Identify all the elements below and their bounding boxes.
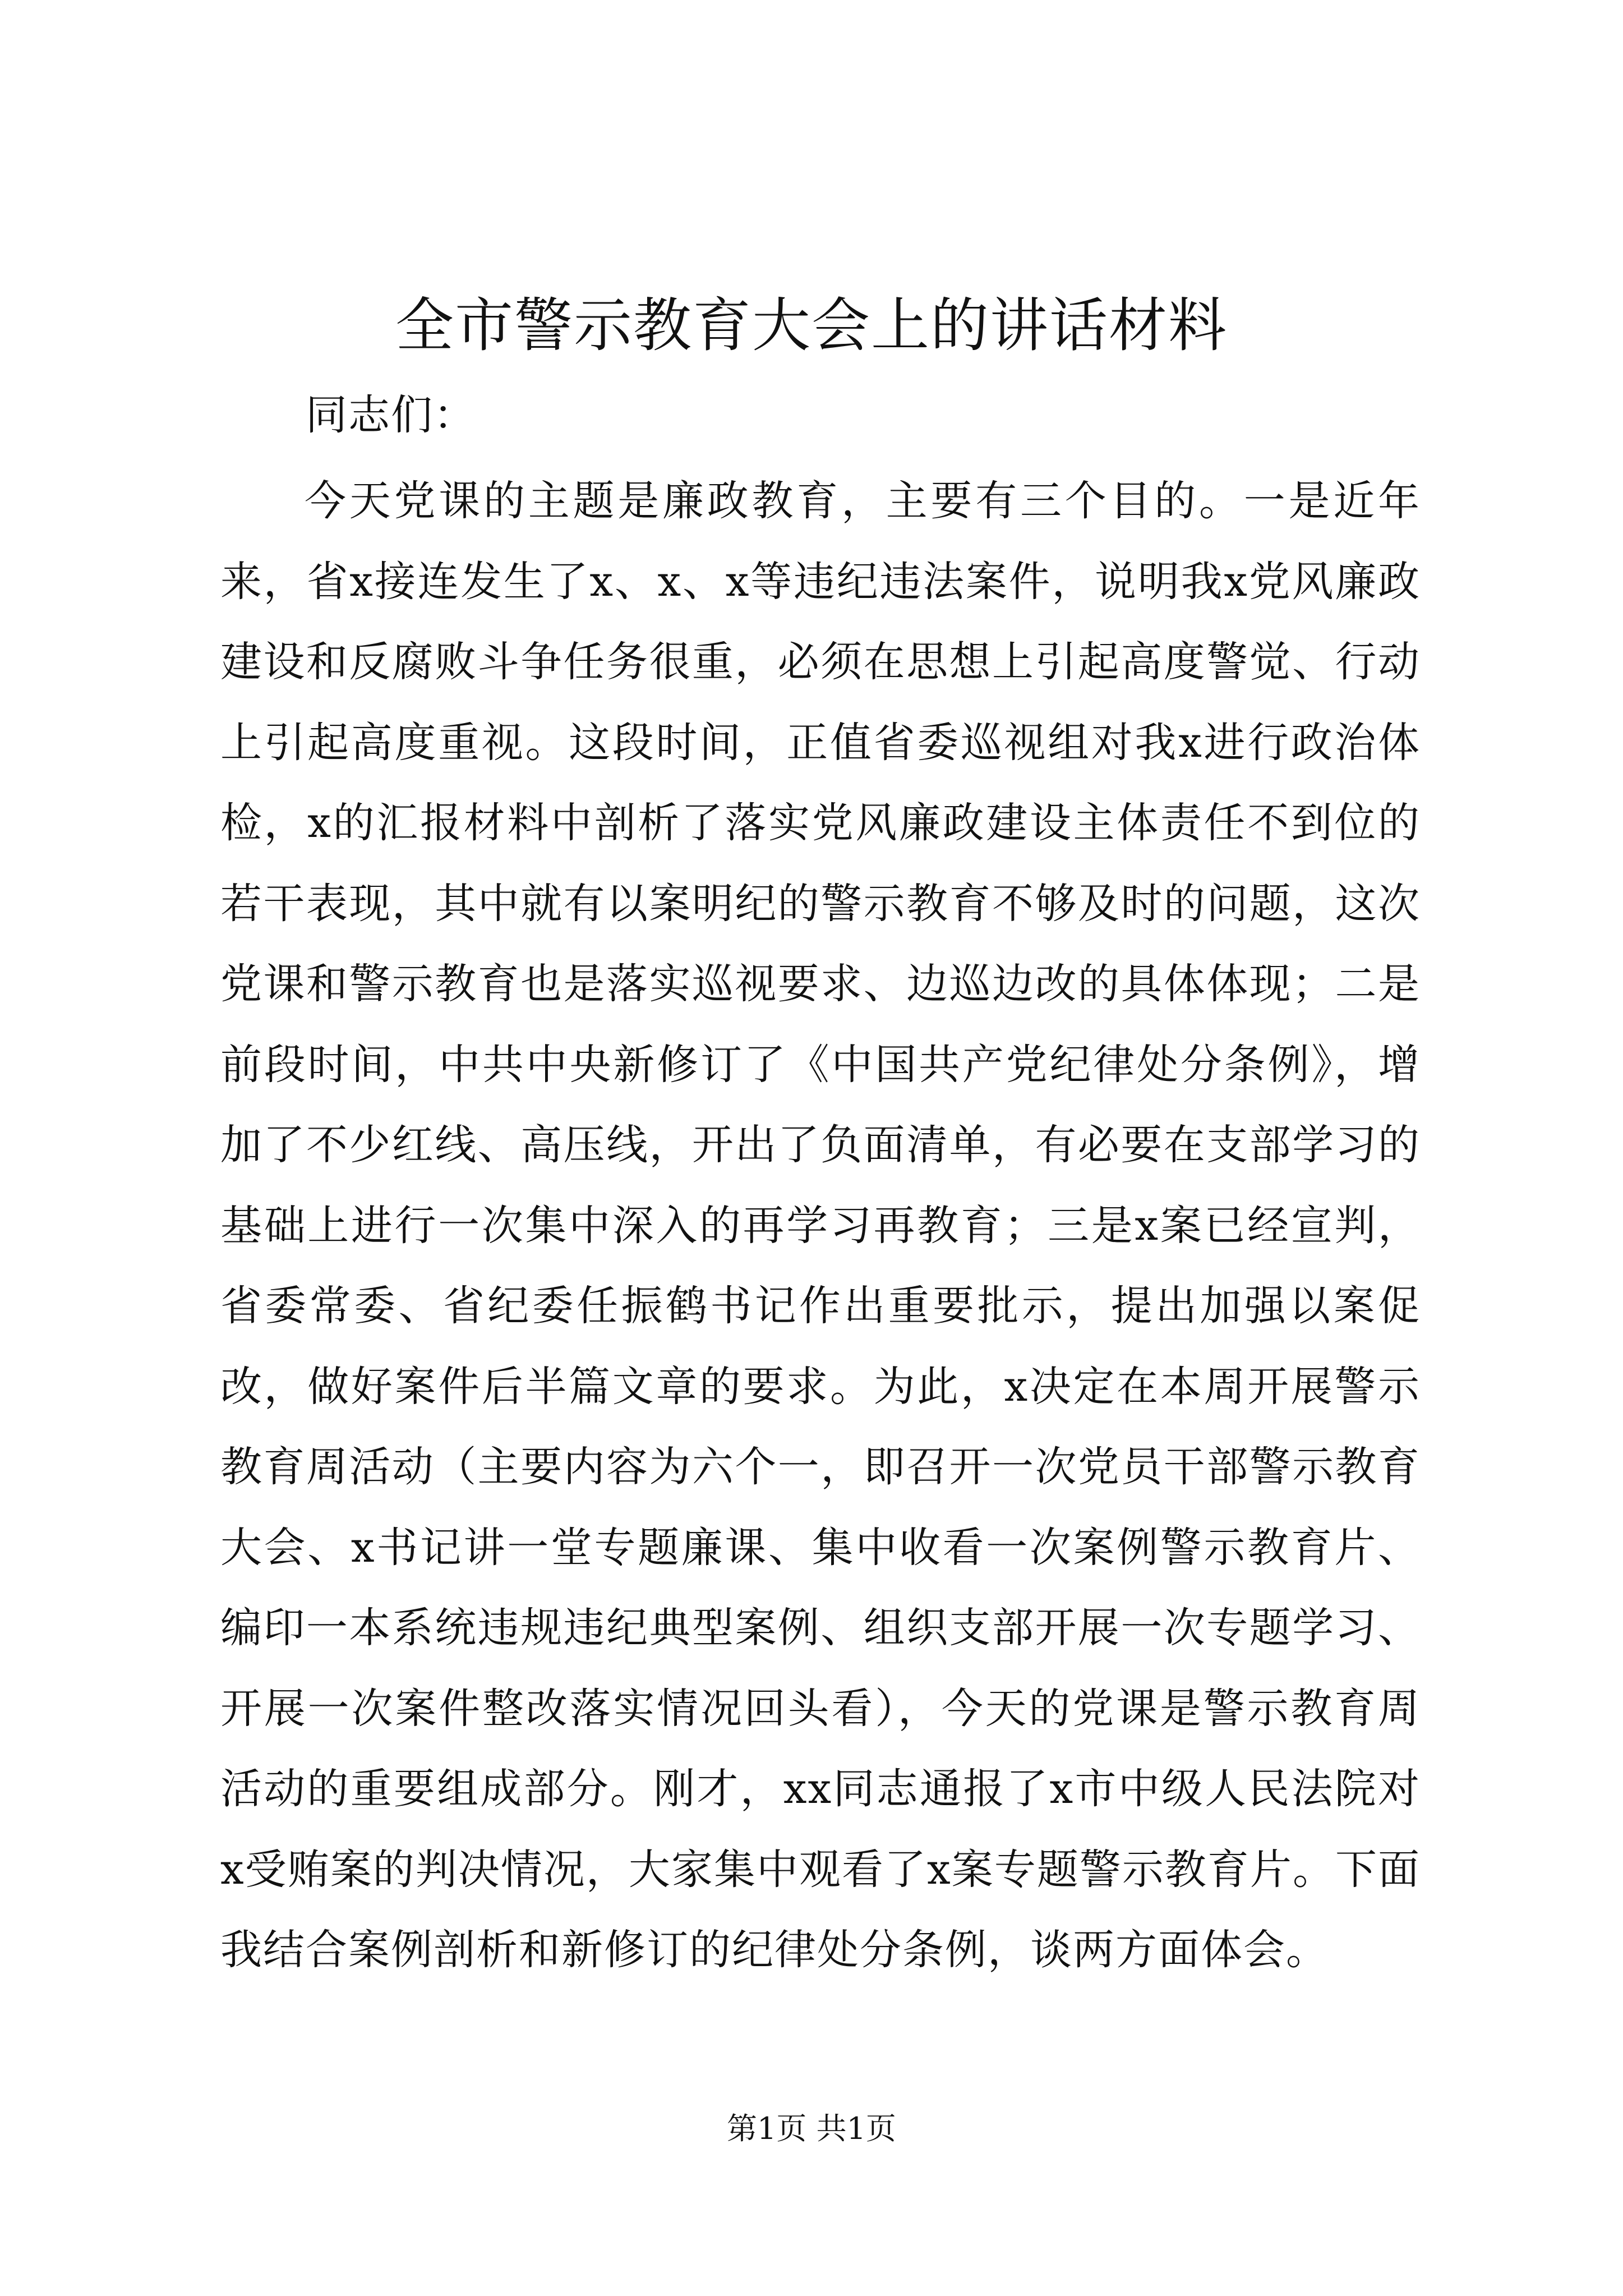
salutation: 同志们： xyxy=(306,391,476,439)
document-title: 全市警示教育大会上的讲话材料 xyxy=(395,291,1228,360)
page-footer: 第1页 共1页 xyxy=(727,2111,896,2146)
body-paragraph: 今天党课的主题是廉政教育，主要有三个目的。一是近年来，省x接连发生了x、x、x等违纪违法案件，说明我x党风廉政建设和反腐败斗争任务很重，必须在思想上引起高度警觉、行动上引起高度重视。这段时间，正值省委巡视组对我x进行政治体检，x的汇报材料中剖析了落实党风廉政建设主体责任不到位的若干表现，其中就有以案明纪的警示教育不够及时的问题，这次党课和警示教育也是落实巡视要求、边巡边改的具体体现；二是前段时间，中共中央新修订了《中国共产党纪律处分条例》，增加了不少红线、高压线，开出了负面清单，有必要在支部学习的基础上进行一次集中深入的再学习再教育；三是x案已经宣判，省委常委、省纪委任振鹤书记作出重要批示，提出加强以案促改，做好案件后半篇文章的要求。为此，x决定在本周开展警示教育周活动（主要内容为六个一，即召开一次党员干部警示教育大会、x书记讲一堂专题廉课、集中收看一次案例警示教育片、编印一本系统违规违纪典型案例、组织支部开展一次专题学习、开展一次案件整改落实情况回头看），今天的党课是警示教育周活动的重要组成部分。刚才，xx同志通报了x市中级人民法院对x受贿案的判决情况，大家集中观看了x案专题警示教育片。下面我结合案例剖析和新修订的纪律处分条例，谈两方面体会。 xyxy=(220,477,1421,1974)
